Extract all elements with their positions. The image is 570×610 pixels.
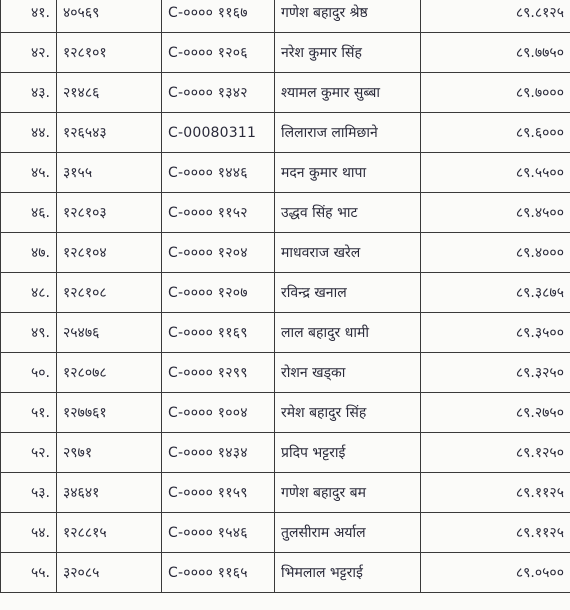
serial-number-cell: ४९. [1, 313, 57, 353]
table-row [1, 313, 570, 353]
candidate-name-cell: नरेश कुमार सिंह [275, 33, 421, 73]
roll-number-cell: १२८८१५ [57, 513, 162, 553]
roll-number-cell: ४०५६९ [57, 0, 162, 33]
score-cell: ८९.४५०० [421, 193, 570, 233]
serial-number-cell: ४२. [1, 33, 57, 73]
candidate-name-cell: गणेश बहादुर बम [275, 473, 421, 513]
code-cell: C-०००० ११५२ [162, 193, 275, 233]
score-cell: ८९.११२५ [421, 513, 570, 553]
roll-number-cell: १२८१०४ [57, 233, 162, 273]
score-cell: ८९.७००० [421, 73, 570, 113]
score-cell: ८९.०५०० [421, 553, 570, 593]
code-cell: C-०००० १२०४ [162, 233, 275, 273]
serial-number-cell: ४४. [1, 113, 57, 153]
score-cell: ८९.३२५० [421, 353, 570, 393]
serial-number-cell: ४३. [1, 73, 57, 113]
roll-number-cell: १२८०७८ [57, 353, 162, 393]
code-cell: C-०००० १३४२ [162, 73, 275, 113]
candidate-name-cell: मदन कुमार थापा [275, 153, 421, 193]
code-cell: C-०००० १००४ [162, 393, 275, 433]
serial-number-cell: ४६. [1, 193, 57, 233]
serial-number-cell: ४८. [1, 273, 57, 313]
serial-number-cell: ५५. [1, 553, 57, 593]
code-cell: C-०००० १५४६ [162, 513, 275, 553]
table-row [1, 193, 570, 233]
serial-number-cell: ४७. [1, 233, 57, 273]
roll-number-cell: २१४८६ [57, 73, 162, 113]
code-cell: C-०००० ११६९ [162, 313, 275, 353]
score-cell: ८९.२७५० [421, 393, 570, 433]
table-row [1, 273, 570, 313]
code-cell: C-०००० १४३४ [162, 433, 275, 473]
candidate-name-cell: रोशन खड्का [275, 353, 421, 393]
roll-number-cell: २५४७६ [57, 313, 162, 353]
serial-number-cell: ५१. [1, 393, 57, 433]
candidate-name-cell: उद्धव सिंह भाट [275, 193, 421, 233]
score-cell: ८९.८१२५ [421, 0, 570, 33]
serial-number-cell: ५३. [1, 473, 57, 513]
roll-number-cell: ३४६४१ [57, 473, 162, 513]
code-cell: C-०००० १४४६ [162, 153, 275, 193]
roll-number-cell: १२८१०१ [57, 33, 162, 73]
roll-number-cell: १२७७६१ [57, 393, 162, 433]
code-cell: C-०००० ११६५ [162, 553, 275, 593]
code-cell: C-०००० १२०६ [162, 33, 275, 73]
table-row [1, 0, 570, 33]
roll-number-cell: १२८१०८ [57, 273, 162, 313]
code-cell: C-०००० ११६७ [162, 0, 275, 33]
code-cell: C-०००० ११५९ [162, 473, 275, 513]
roll-number-cell: १२६५४३ [57, 113, 162, 153]
table-row [1, 393, 570, 433]
serial-number-cell: ४१. [1, 0, 57, 33]
roll-number-cell: २९७१ [57, 433, 162, 473]
candidate-name-cell: भिमलाल भट्टराई [275, 553, 421, 593]
candidate-name-cell: लिलाराज लामिछाने [275, 113, 421, 153]
candidate-name-cell: श्यामल कुमार सुब्बा [275, 73, 421, 113]
candidate-name-cell: रमेश बहादुर सिंह [275, 393, 421, 433]
candidate-name-cell: तुलसीराम अर्याल [275, 513, 421, 553]
score-cell: ८९.६००० [421, 113, 570, 153]
table-row [1, 473, 570, 513]
score-cell: ८९.५५०० [421, 153, 570, 193]
code-cell: C-०००० १२९९ [162, 353, 275, 393]
roll-number-cell: ३२०८५ [57, 553, 162, 593]
score-cell: ८९.४००० [421, 233, 570, 273]
score-cell: ८९.७७५० [421, 33, 570, 73]
table-row [1, 73, 570, 113]
table-row [1, 513, 570, 553]
candidate-name-cell: प्रदिप भट्टराई [275, 433, 421, 473]
results-table-body [1, 0, 570, 593]
candidate-name-cell: माधवराज खरेल [275, 233, 421, 273]
roll-number-cell: ३१५५ [57, 153, 162, 193]
table-row [1, 153, 570, 193]
roll-number-cell: १२८१०३ [57, 193, 162, 233]
serial-number-cell: ४५. [1, 153, 57, 193]
serial-number-cell: ५२. [1, 433, 57, 473]
score-cell: ८९.३८७५ [421, 273, 570, 313]
code-cell: C-00080311 [162, 113, 275, 153]
table-row [1, 113, 570, 153]
candidate-name-cell: लाल बहादुर धामी [275, 313, 421, 353]
table-row [1, 353, 570, 393]
table-row [1, 433, 570, 473]
score-cell: ८९.१२५० [421, 433, 570, 473]
serial-number-cell: ५४. [1, 513, 57, 553]
serial-number-cell: ५०. [1, 353, 57, 393]
table-row [1, 233, 570, 273]
table-row [1, 553, 570, 593]
candidate-name-cell: रविन्द्र खनाल [275, 273, 421, 313]
table-row [1, 33, 570, 73]
code-cell: C-०००० १२०७ [162, 273, 275, 313]
score-cell: ८९.११२५ [421, 473, 570, 513]
candidate-name-cell: गणेश बहादुर श्रेष्ठ [275, 0, 421, 33]
score-cell: ८९.३५०० [421, 313, 570, 353]
